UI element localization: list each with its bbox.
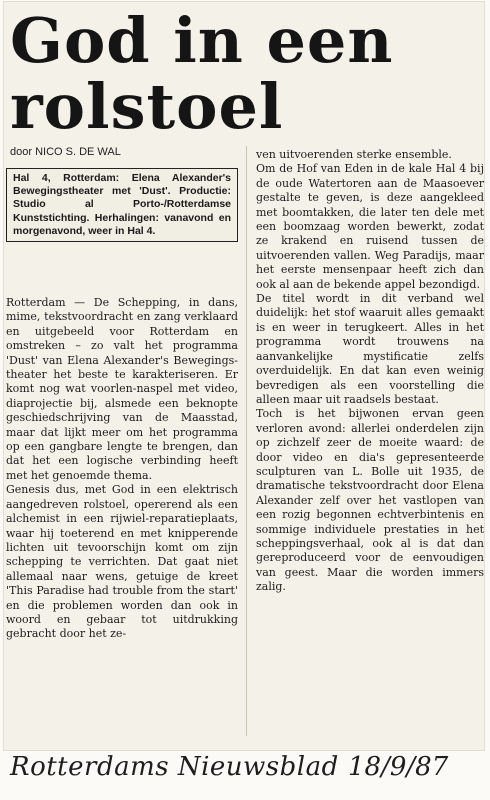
paragraph: De titel wordt in dit verband wel duidelijk: het stof waaruit alles gemaakt is en weer in terugkeert. Alles in het programma wordt trouwens na aanvankelijke mystificatie zelfs overduidelijk. En dat kan even weinig bevredigen als een voorstelling die alleen maar uit raadsels bestaat. xyxy=(256,292,484,406)
paragraph: Genesis dus, met God in een elektrisch aangedreven rolstoel, opererend als een alchemist in een rijwiel-reparatieplaats, waar hij toeterend en met knipperende lichten uit tevoorschijn komt om zijn schepping te verrichten. Dat gaat niet allemaal naar wens, getuige de kreet 'This Paradise had trouble from the start' en die problemen worden dan ook in woord en gebaar tot uitdrukking gebracht door het ze- xyxy=(6,483,238,641)
headline-line-1: God in een xyxy=(10,4,394,77)
headline-line-2: rolstoel xyxy=(10,70,284,143)
byline: door NICO S. DE WAL xyxy=(10,146,121,158)
handwritten-source: Rotterdams Nieuwsblad xyxy=(10,752,339,782)
paragraph: Toch is het bijwonen ervan geen verloren avond: allerlei onderdelen zijn op zichzelf zeer de moeite waard: de door video en dia's gepresenteerde sculpturen van L. Bolle uit 1935, de dramatische tekstvoordracht door Elena Alexander zelf over het vastlopen van een rozig begonnen echtverbintenis en sommige individuele prestaties in het scheppingsverhaal, ook al is dat dan gereproduceerd voor de eenvoudigen van geest. Maar die worden immers zalig. xyxy=(256,407,484,594)
article-column-right xyxy=(256,148,484,595)
paragraph: Om de Hof van Eden in de kale Hal 4 bij de oude Watertoren aan de Maasoever gestalte te geven, is deze aangekleed met boomtakken, die later ten dele met een boomzaag worden bewerkt, zodat ze krakend en ruisend tussen de uitvoerenden vallen. Weg Paradijs, maar het eerste mensenpaar heeft zich dan ook al aan de bekende appel bezondigd. xyxy=(256,162,484,291)
production-credits-box: Hal 4, Rotterdam: Elena Alexander's Bewegingstheater met 'Dust'. Productie: Studio al Porto-/Rotterdamse Kunststichting. Herhalingen: vanavond en morgenavond, weer in Hal 4. xyxy=(6,168,238,242)
paragraph: ven uitvoerenden sterke ensemble. xyxy=(256,148,452,161)
column-divider xyxy=(246,146,247,736)
article-headline xyxy=(10,4,480,143)
handwritten-date: 18/9/87 xyxy=(348,752,449,782)
article-column-left xyxy=(6,296,238,642)
paragraph: Rotterdam — De Schepping, in dans, mime, tekstvoordracht en zang verklaard en uitgebeeld voor Rotterdam en omstreken – zo valt het programma 'Dust' van Elena Alexander's Bewegings-theater het beste te karakteriseren. Er komt nog wat voorlen-naspel met video, diaprojectie bij, alsmede een beknopte geschiedschrijving van de Maasstad, maar dat lijkt meer om het programma op een gangbare lengte te brengen, dan dat het een logische verbinding heeft met het genoemde thema. xyxy=(6,296,238,482)
